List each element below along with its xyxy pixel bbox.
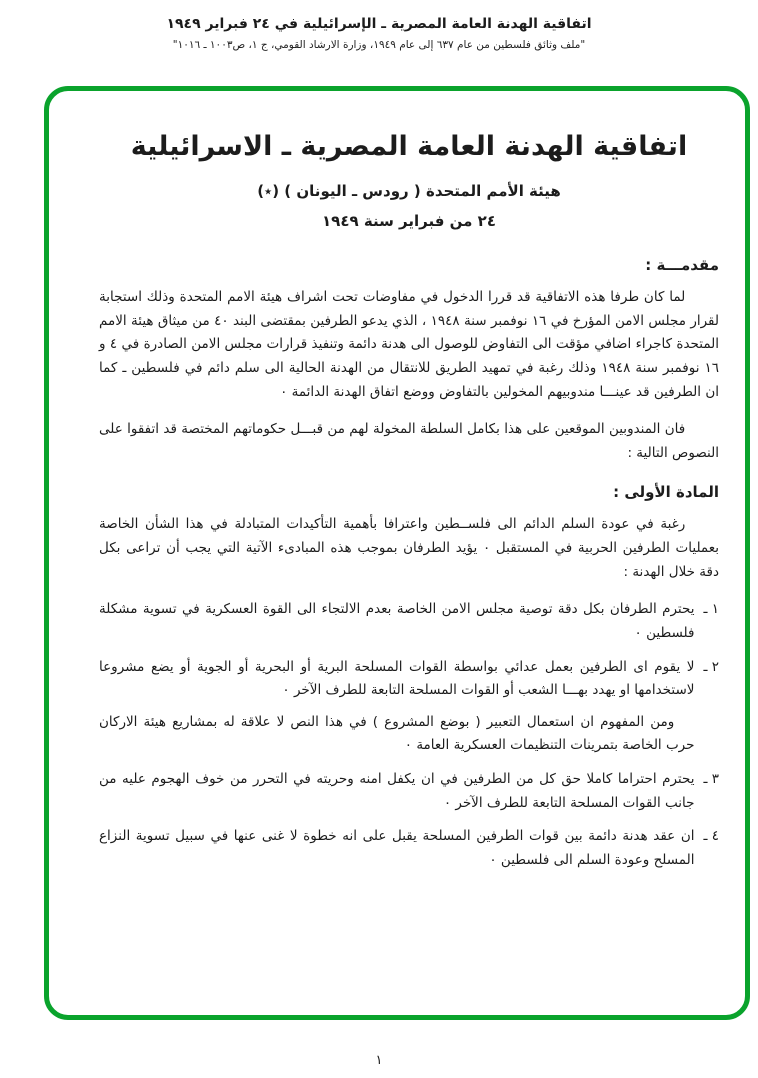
header-title: اتفاقية الهدنة العامة المصرية ـ الإسرائيلية في ٢٤ فبراير ١٩٤٩ — [166, 16, 592, 32]
page-number: ١ — [375, 1053, 383, 1068]
list-item-number: ١ ـ — [703, 601, 719, 618]
list-item-number: ٤ ـ — [703, 828, 719, 845]
list-item-number: ٣ ـ — [703, 771, 719, 787]
list-item-text: يحترم احتراما كاملا حق كل من الطرفين في ان يكفل امنه وحريته في التحرر من خوف الهجوم عليه من جانب القوات المسلحة التابعة للطرف الآخر ٠ — [99, 771, 695, 811]
list-item-3 — [99, 768, 719, 815]
page-header — [0, 0, 758, 51]
list-item-text: ان عقد هدنة دائمة بين قوات الطرفين المسلحة يقبل على انه خطوة لا غنى عنها في سبيل تسوية النزاع المسلح وعودة السلم الى فلسطين ٠ — [99, 828, 695, 868]
list-item-4 — [99, 825, 719, 872]
list-item-1 — [99, 598, 719, 645]
list-item-text-main: لا يقوم اى الطرفين بعمل عدائي بواسطة القوات المسلحة البرية أو البحرية أو الجوية أو يضع مشروعا لاستخدامها او يهدد بهـــا الشعب أو القوات المسلحة التابعة للطرف الآخر ٠ — [99, 658, 695, 699]
list-item-2 — [99, 656, 719, 759]
document-subtitle: هيئة الأمم المتحدة ( رودس ـ اليونان ) (٭) — [257, 182, 561, 200]
header-source: "ملف وثائق فلسطين من عام ٦٣٧ إلى عام ١٩٤٩، وزارة الارشاد القومي، ج ١، ص١٠٠٣ ـ ١٠١٦" — [172, 39, 586, 51]
document-date: ٢٤ من فبراير سنة ١٩٤٩ — [322, 212, 496, 230]
document-frame — [44, 86, 750, 1020]
list-item-number: ٢ ـ — [703, 658, 719, 675]
list-item-text — [99, 656, 694, 759]
document-title: اتفاقية الهدنة العامة المصرية ـ الاسرائيلية — [130, 131, 688, 162]
article1-heading: المادة الأولى : — [613, 483, 719, 502]
list-item-text: يحترم الطرفان بكل دقة توصية مجلس الامن الخاصة بعدم الالتجاء الى القوة العسكرية في تسوية مشكلة فلسطين ٠ — [99, 601, 695, 641]
intro-paragraph-1: لما كان طرفا هذه الاتفاقية قد قررا الدخول في مفاوضات تحت اشراف هيئة الامم المتحدة وذلك استجابة لقرار مجلس الامن المؤرخ في ١٦ نوفمبر سنة ١٩٤٨ ، الذي يدعو الطرفين بمقتضى البند ٤٠ من ميثاق هيئة الامم المتحدة كاجراء اضافي مؤقت الى التفاوض للوصول الى هدنة دائمة وتنفيذ قرارات مجلس الامن الصادرة في ٤ و ١٦ نوفمبر سنة ١٩٤٨ وذلك رغبة في تمهيد الطريق للانتقال من الهدنة الحالية الى سلم دائم في فلسطين ـ كما ان الطرفين قد عينـــا مندوبيهم المخولين بالتفاوض ووضع اتفاق الهدنة الدائمة ٠ — [99, 289, 719, 400]
intro-heading: مقدمـــة : — [645, 256, 719, 274]
list-item-note: ومن المفهوم ان استعمال التعبير ( بوضع المشروع ) في هذا النص لا علاقة له بمشاريع هيئة الاركان حرب الخاصة بتمرينات التنظيمات العسكرية العامة ٠ — [99, 713, 695, 754]
article1-lead: رغبة في عودة السلم الدائم الى فلســطين واعترافا بأهمية التأكيدات المتبادلة في هذا الشأن الخاصة بعمليات الطرفين الحربية في المستقبل ٠ يؤيد الطرفان بموجب هذه المبادىء الآتية التي يجب أن تراعى بكل دقة خلال الهدنة : — [99, 516, 719, 580]
intro-paragraph-2: فان المندوبين الموقعين على هذا بكامل السلطة المخولة لهم من قبـــل حكوماتهم المختصة قد اتفقوا على النصوص التالية : — [99, 421, 719, 461]
